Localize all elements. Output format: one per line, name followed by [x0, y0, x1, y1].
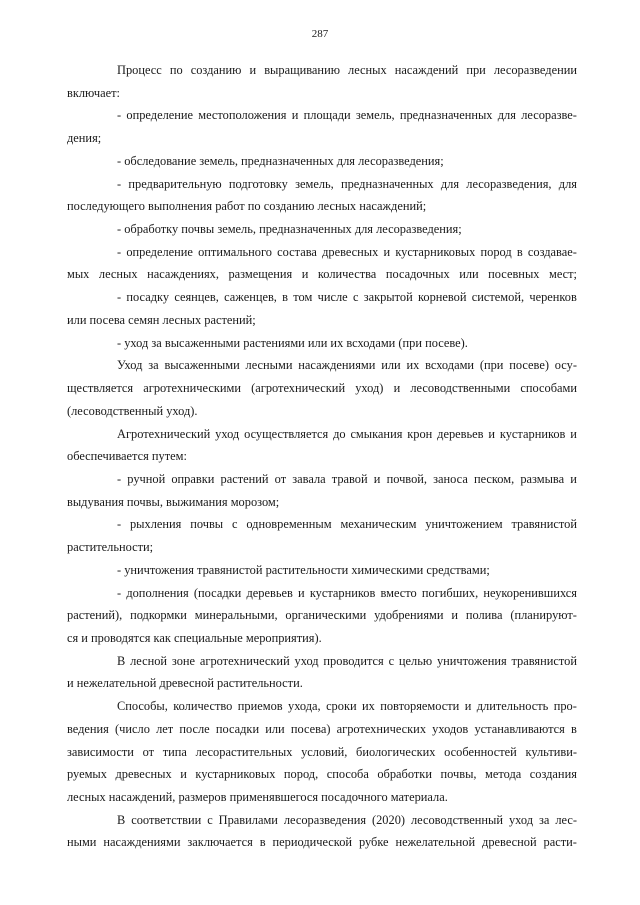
- text-line: ществляется агротехническими (агротехнический уход) и лесоводственными способами: [67, 381, 577, 396]
- text-line: мых лесных насаждениях, размещения и количества посадочных или посевных мест;: [67, 267, 577, 282]
- text-line: (лесоводственный уход).: [67, 403, 198, 418]
- text-line: - определение местоположения и площади земель, предназначенных для лесоразве-: [117, 108, 577, 123]
- text-line: - дополнения (посадки деревьев и кустарников вместо погибших, неукоренившихся: [117, 585, 577, 600]
- text-line: лесных насаждений, размеров применявшегося посадочного материала.: [67, 790, 448, 805]
- text-line: включает:: [67, 85, 120, 100]
- text-line: - ручной оправки растений от завала травой и почвой, заноса песком, размыва и: [117, 471, 577, 486]
- text-line: и нежелательной древесной растительности.: [67, 676, 303, 691]
- text-line: Способы, количество приемов ухода, сроки их повторяемости и длительность про-: [117, 699, 577, 714]
- text-line: ными насаждениями заключается в периодической рубке нежелательной древесной расти-: [67, 835, 577, 850]
- text-line: - рыхления почвы с одновременным механическим уничтожением травянистой: [117, 517, 577, 532]
- text-line: последующего выполнения работ по созданию лесных насаждений;: [67, 199, 427, 214]
- text-line: растительности;: [67, 540, 154, 555]
- text-line: Уход за высаженными лесными насаждениями или их всходами (при посеве) осу-: [117, 358, 577, 373]
- page-number: 287: [311, 28, 329, 40]
- text-line: руемых древесных и кустарниковых пород, способа обработки почвы, метода создания: [67, 767, 577, 782]
- text-line: - обследование земель, предназначенных для лесоразведения;: [117, 153, 444, 168]
- text-line: дения;: [67, 131, 102, 146]
- text-line: выдувания почвы, выжимания морозом;: [67, 494, 280, 509]
- text-line: В соответствии с Правилами лесоразведения (2020) лесоводственный уход за лес-: [117, 812, 577, 827]
- text-line: - посадку сеянцев, саженцев, в том числе с закрытой корневой системой, черенков: [117, 290, 577, 305]
- text-line: - предварительную подготовку земель, предназначенных для лесоразведения, для: [117, 176, 577, 191]
- text-line: растений), подкормки минеральными, органическими удобрениями и полива (планируют-: [67, 608, 577, 623]
- text-line: - определение оптимального состава древесных и кустарниковых пород в создавае-: [117, 244, 577, 259]
- text-line: ведения (число лет после посадки или посева) агротехнических уходов устанавливаются в: [67, 721, 577, 736]
- text-line: зависимости от типа лесорастительных условий, биологических особенностей культиви-: [67, 744, 577, 759]
- text-line: - уничтожения травянистой растительности химическими средствами;: [117, 562, 490, 577]
- text-line: - обработку почвы земель, предназначенных для лесоразведения;: [117, 222, 462, 237]
- text-line: - уход за высаженными растениями или их всходами (при посеве).: [117, 335, 468, 350]
- text-line: ся и проводятся как специальные мероприятия).: [67, 631, 322, 645]
- text-line: В лесной зоне агротехнический уход проводится с целью уничтожения травянистой: [117, 653, 577, 668]
- text-line: или посева семян лесных растений;: [67, 312, 256, 327]
- text-line: обеспечивается путем:: [67, 449, 187, 464]
- text-line: Агротехнический уход осуществляется до смыкания крон деревьев и кустарников и: [117, 426, 577, 441]
- text-line: Процесс по созданию и выращиванию лесных насаждений при лесоразведении: [117, 63, 577, 77]
